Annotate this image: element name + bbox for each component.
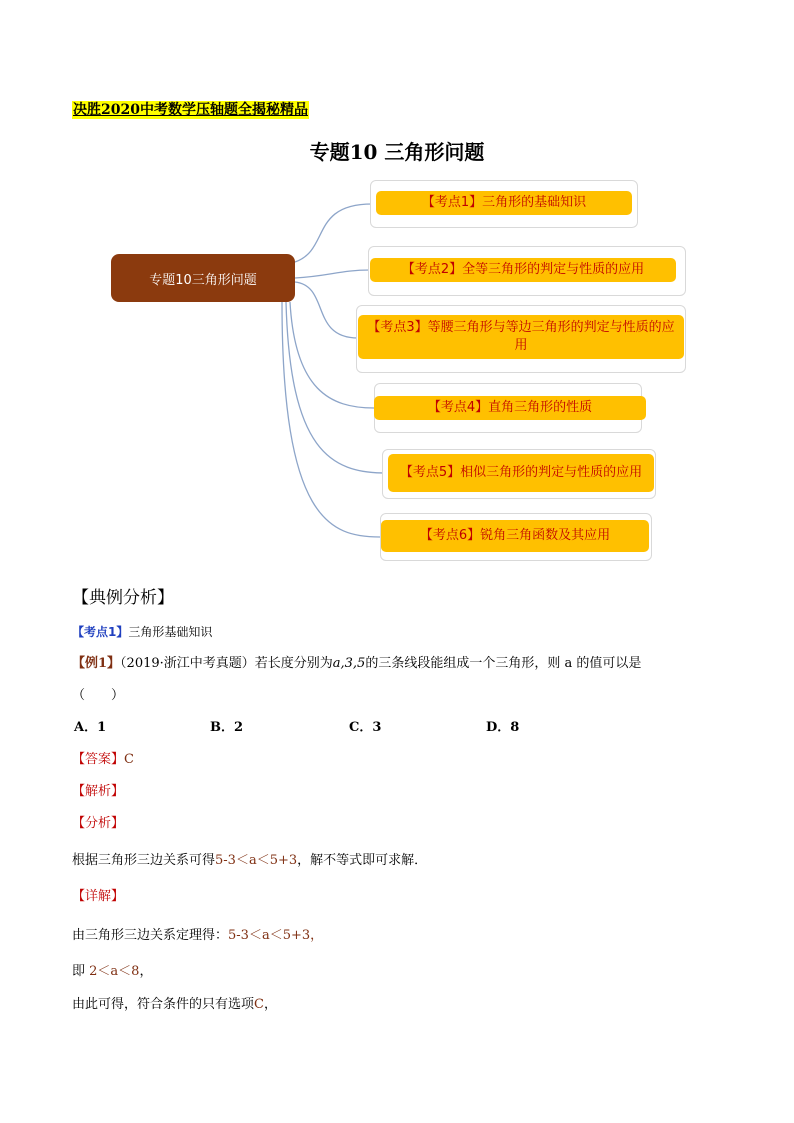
option-c: C．3: [349, 720, 382, 735]
option-b: B．2: [210, 720, 244, 735]
detail-3-c: ，: [263, 997, 277, 1012]
mindmap-node-2: 【考点2】全等三角形的判定与性质的应用: [370, 258, 676, 282]
fenxi-text-c: ，解不等式即可求解．: [297, 853, 428, 868]
fenxi-expr: 5-3＜a＜5+3: [215, 853, 298, 868]
answer-value: C: [124, 752, 134, 767]
fenxi-text-a: 根据三角形三边关系可得: [72, 853, 216, 868]
page-title: 专题10 三角形问题: [309, 140, 485, 164]
answer-label: 【答案】: [72, 752, 125, 767]
example-question: [72, 652, 722, 671]
mindmap-root: 专题10三角形问题: [111, 254, 295, 302]
detail-line-2: [72, 960, 152, 979]
detail-2-b: 2＜a＜8: [89, 964, 140, 979]
option-a: A．1: [74, 720, 107, 735]
connector-3: [295, 282, 358, 338]
detail-3-a: 由此可得，符合条件的只有选项: [72, 997, 255, 1012]
example-expr: a,3,5: [332, 656, 366, 671]
detail-3-b: C: [254, 997, 264, 1012]
mindmap-node-6: 【考点6】锐角三角函数及其应用: [381, 520, 649, 552]
detail-line-1: [72, 924, 323, 943]
mindmap-node-5: 【考点5】相似三角形的判定与性质的应用: [388, 454, 654, 492]
example-text: （2019·浙江中考真题）若长度分别为: [120, 656, 333, 671]
detail-line-3: [72, 993, 277, 1012]
jiexi-label: 【解析】: [72, 784, 125, 799]
options-row: [0, 716, 794, 736]
example-label: 【例1】: [72, 656, 121, 671]
kaodian-text: 三角形基础知识: [128, 625, 213, 639]
mindmap-node-4: 【考点4】直角三角形的性质: [374, 396, 646, 420]
detail-2-c: ，: [139, 964, 153, 979]
section-title: 【典例分析】: [72, 588, 174, 608]
kaodian-tag: 【考点1】: [72, 625, 129, 639]
mindmap-node-3: 【考点3】等腰三角形与等边三角形的判定与性质的应用: [358, 315, 684, 359]
detail-1-b: 5-3＜a＜5+3，: [228, 928, 324, 943]
example-paren: （ ）: [72, 688, 125, 703]
connector-1: [295, 204, 372, 262]
header-banner: 决胜2020中考数学压轴题全揭秘精品: [73, 102, 308, 118]
kaodian-label: [72, 623, 212, 640]
answer-line: [72, 748, 134, 767]
mindmap-node-1: 【考点1】三角形的基础知识: [376, 191, 632, 215]
detail-1-a: 由三角形三边关系定理得：: [72, 928, 229, 943]
option-d: D．8: [486, 720, 520, 735]
example-text2: 的三条线段能组成一个三角形，则 a 的值可以是: [365, 656, 642, 671]
detail-2-a: 即: [72, 964, 90, 979]
xiangjie-label: 【详解】: [72, 889, 125, 904]
connector-2: [295, 270, 370, 278]
fenxi-label: 【分析】: [72, 816, 125, 831]
fenxi-text: [72, 849, 427, 868]
